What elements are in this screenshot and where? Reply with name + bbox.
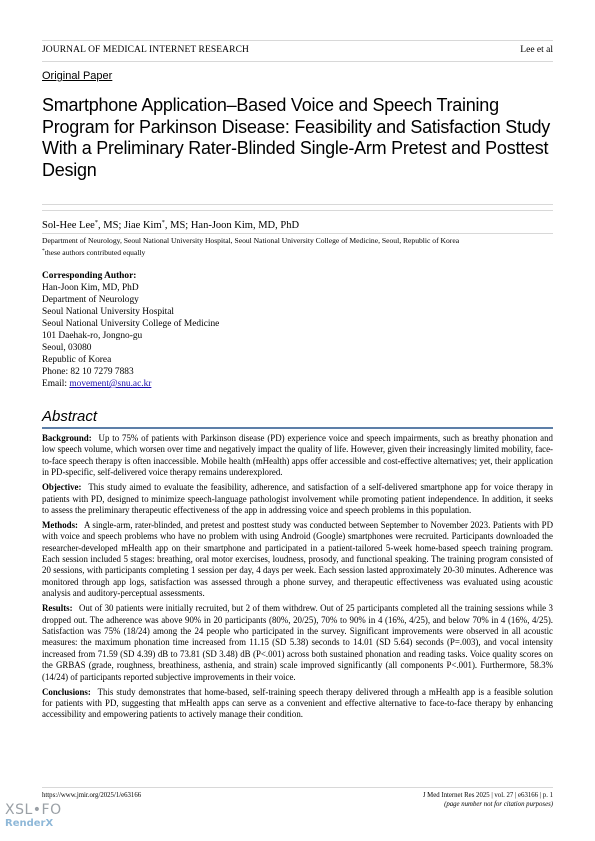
equal-contribution-mark: *: [42, 248, 45, 254]
email-label: Email:: [42, 379, 70, 389]
abstract-conclusions: [42, 687, 553, 721]
top-rule: [42, 40, 553, 41]
title-rule: [42, 204, 553, 205]
corresponding-line: Seoul National University Hospital: [42, 307, 175, 317]
corresponding-line: Republic of Korea: [42, 355, 112, 365]
author-name: Sol-Hee Lee: [42, 220, 95, 231]
equal-contribution-text: these authors contributed equally: [44, 248, 146, 257]
corresponding-line: Seoul National University College of Medicine: [42, 319, 220, 329]
author-name: Jiae Kim: [124, 220, 162, 231]
section-label: Objective:: [42, 482, 82, 493]
abstract-background: [42, 433, 553, 479]
header-rule: [42, 61, 553, 62]
section-label: Methods:: [42, 519, 78, 530]
corresponding-line: Han-Joon Kim, MD, PhD: [42, 283, 139, 293]
article-url[interactable]: https://www.jmir.org/2025/1/e63166: [42, 792, 142, 799]
article-title: Smartphone Application–Based Voice and Speech Training Program for Parkinson Disease: Feasibility and Satisfaction Study With a Preliminary Rater-Blinded Single-Arm Pretest and Posttest Design: [42, 95, 550, 180]
abstract-heading: Abstract: [42, 408, 98, 425]
corresponding-author-block: [42, 270, 219, 390]
section-label: Conclusions:: [42, 686, 91, 697]
section-text: This study demonstrates that home-based, self-training speech therapy delivered through a mHealth app is a feasible solution for patients with PD, suggesting that mHealth apps can serve as a convenient and effective alternative to face-to-face therapy by enhancing accessibility and empowering patients to actively manage their condition.: [42, 686, 553, 720]
abstract-results: [42, 603, 553, 683]
equal-contribution-mark: *: [161, 219, 165, 226]
page-note: (page number not for citation purposes): [444, 801, 553, 808]
section-label: Results:: [42, 603, 73, 614]
author-list: [42, 219, 299, 231]
section-text: Out of 30 patients were initially recruited, but 2 of them withdrew. Out of 25 participants completed all the training sessions while 3 dropped out. The adherence was above 90% in 20 participants (80%, 20/25), 70% to 90% in 4 (16%, 4/25), and below 70% in 4 (16%, 4/25). Satisfaction was 75% (18/24) among the 24 people who participated in the survey. Significant improvements were observed in all acoustic measures: the maximum phonation time increased from 11.15 (SD 5.38) seconds to 14.01 (SD 5.64) seconds (P=.003), and vocal intensity increased from 71.59 (SD 4.39) dB to 73.81 (SD 3.48) dB (P<.001) across both sustained phonation and reading tasks. Voice quality scores on the GRBAS (grade, roughness, breathiness, asthenia, and strain) scale improved significantly (all components P<.001). Furthermore, 58.3% (14/24) of participants reported subjective improvements in their voice.: [42, 603, 553, 682]
citation-line: J Med Internet Res 2025 | vol. 27 | e63166 | p. 1: [422, 792, 553, 799]
email-link[interactable]: movement@snu.ac.kr: [69, 379, 152, 389]
running-authors: Lee et al: [520, 45, 553, 55]
author-name: Han-Joon Kim, MD, PhD: [190, 220, 300, 231]
section-text: This study aimed to evaluate the feasibility, adherence, and satisfaction of a self-delivered smartphone app for voice therapy in patients with PD, designed to minimize speech-language pathologist involvement while promoting patient independence. In addition, it seeks to assess the preliminary therapeutic effectiveness of the app in addressing voice and speech problems in this population.: [42, 482, 553, 515]
xslfo-logo-text: XSL•FO: [5, 802, 62, 818]
article-type: Original Paper: [42, 70, 113, 82]
abstract-body: [42, 433, 553, 724]
abstract-methods: [42, 520, 553, 600]
author-degree: , MS;: [164, 220, 191, 231]
section-label: Background:: [42, 433, 92, 443]
corresponding-line: Phone: 82 10 7279 7883: [42, 367, 134, 377]
author-degree: , MS;: [98, 220, 124, 231]
equal-contribution-note: [42, 248, 145, 257]
email-line: [42, 378, 219, 390]
running-header: [42, 45, 553, 59]
corresponding-line: Seoul, 03080: [42, 343, 92, 353]
corresponding-line: Department of Neurology: [42, 295, 139, 305]
renderx-logo: [5, 803, 62, 830]
footer-rule: [42, 787, 553, 788]
section-text: Up to 75% of patients with Parkinson disease (PD) experience voice and speech impairments, such as breathy phonation and low speech volume, which worsen over time and negatively impact the quality of life. However, given their increasingly limited mobility, face-to-face speech therapy is often inaccessible. Mobile health (mHealth) apps offer accessible and cost-effective alternatives; yet, their application in PD-specific, self-delivered voice therapy remains underexplored.: [42, 433, 553, 478]
abstract-rule: [42, 427, 553, 429]
author-rule: [42, 233, 553, 234]
equal-contribution-mark: *: [94, 219, 99, 226]
corresponding-heading: Corresponding Author:: [42, 271, 137, 281]
abstract-objective: [42, 482, 553, 516]
section-text: A single-arm, rater-blinded, and pretest and posttest study was conducted between September to November 2023. Patients with PD with voice and speech problems who have no problem with using Android (Google) smartphones were recruited. Participants downloaded the researcher-developed mHealth app on their smartphone and participated in a patient-tailored 5-week home-based speech training program. Each session included 5 stages: breathing, oral motor exercises, loudness, prosody, and functional speaking. The training program consisted of 20 sessions, with participants completing 1 session per day, 4 days per week. Each session lasted approximately 20-30 minutes. Adherence was monitored through app logs, satisfaction was assessed through a phone survey, and therapeutic effectiveness was evaluated using acoustic analysis and auditory-perceptual assessments.: [42, 519, 553, 599]
corresponding-line: 101 Daehak-ro, Jongno-gu: [42, 331, 143, 341]
affiliation: Department of Neurology, Seoul National University Hospital, Seoul National University College of Medicine, Seoul, Republic of Korea: [42, 236, 460, 245]
journal-name: JOURNAL OF MEDICAL INTERNET RESEARCH: [42, 45, 249, 55]
title-rule-2: [42, 210, 553, 211]
renderx-logo-text: RenderX: [5, 818, 54, 829]
